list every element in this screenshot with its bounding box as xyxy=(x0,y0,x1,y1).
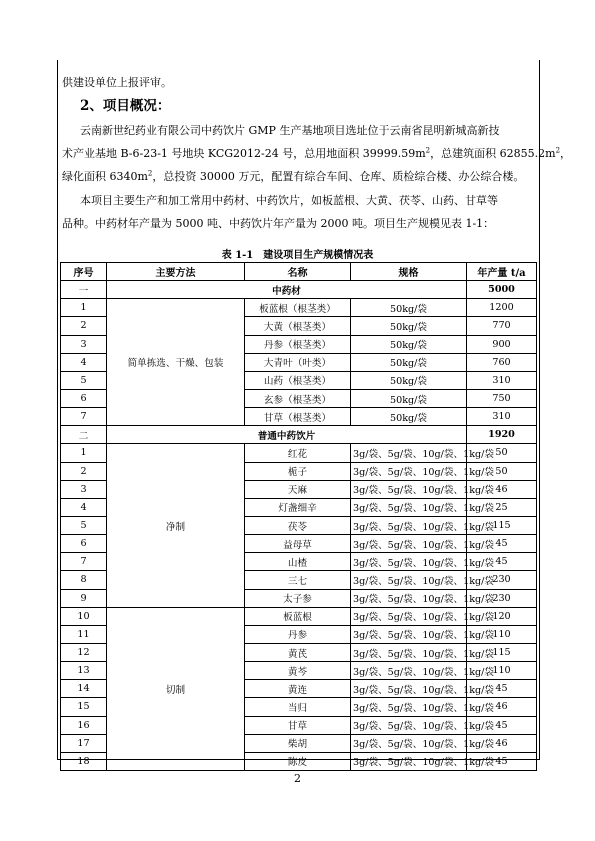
item-name: 红花 xyxy=(245,444,351,462)
item-qty: 25 xyxy=(467,498,537,516)
item-name: 大黄（根茎类） xyxy=(245,317,351,335)
row-no: 5 xyxy=(61,516,107,534)
row-no: 6 xyxy=(61,535,107,553)
para2-line2: 品种。中药材年产量为 5000 吨、中药饮片年产量为 2000 吨。项目生产规模见表 1-1： xyxy=(62,217,495,230)
item-spec: 3g/袋、5g/袋、10g/袋、1kg/袋 xyxy=(351,462,467,480)
row-no: 13 xyxy=(61,662,107,680)
item-qty: 45 xyxy=(467,752,537,770)
item-name: 黄连 xyxy=(245,680,351,698)
item-name: 天麻 xyxy=(245,480,351,498)
item-qty: 45 xyxy=(467,553,537,571)
production-scale-table xyxy=(60,262,537,771)
item-spec: 3g/袋、5g/袋、10g/袋、1kg/袋 xyxy=(351,680,467,698)
row-no: 17 xyxy=(61,734,107,752)
item-name: 丹参（根茎类） xyxy=(245,335,351,353)
item-qty: 115 xyxy=(467,643,537,661)
method-cell: 净制 xyxy=(107,444,245,607)
para1-line3: 绿化面积 $6340m^2$，总投资 30000 万元，配置有综合车间、仓库、质检综合楼、办公综合楼。 xyxy=(62,169,525,183)
item-spec: 3g/袋、5g/袋、10g/袋、1kg/袋 xyxy=(351,535,467,553)
section-row xyxy=(61,426,537,444)
item-spec: 3g/袋、5g/袋、10g/袋、1kg/袋 xyxy=(351,589,467,607)
item-name: 灯盏细辛 xyxy=(245,498,351,516)
item-spec: 50kg/袋 xyxy=(351,317,467,335)
item-qty: 50 xyxy=(467,444,537,462)
section-title: 普通中药饮片 xyxy=(107,426,467,444)
item-qty: 310 xyxy=(467,371,537,389)
row-no: 9 xyxy=(61,589,107,607)
row-no: 1 xyxy=(61,299,107,317)
item-name: 黄芪 xyxy=(245,643,351,661)
row-no: 3 xyxy=(61,335,107,353)
item-qty: 50 xyxy=(467,462,537,480)
item-spec: 50kg/袋 xyxy=(351,335,467,353)
item-spec: 3g/袋、5g/袋、10g/袋、1kg/袋 xyxy=(351,625,467,643)
row-no: 3 xyxy=(61,480,107,498)
item-qty: 120 xyxy=(467,607,537,625)
item-name: 板蓝根 xyxy=(245,607,351,625)
item-name: 甘草（根茎类） xyxy=(245,408,351,426)
table-caption: 表 1-1 建设项目生产规模情况表 xyxy=(221,250,374,261)
section-total: 1920 xyxy=(467,426,537,444)
table-row xyxy=(61,444,537,462)
item-spec: 3g/袋、5g/袋、10g/袋、1kg/袋 xyxy=(351,498,467,516)
row-no: 12 xyxy=(61,643,107,661)
item-spec: 3g/袋、5g/袋、10g/袋、1kg/袋 xyxy=(351,643,467,661)
header-qty: 年产量 t/a xyxy=(467,263,537,281)
header-name: 名称 xyxy=(245,263,351,281)
item-name: 板蓝根（根茎类） xyxy=(245,299,351,317)
item-name: 山楂 xyxy=(245,553,351,571)
item-name: 茯苓 xyxy=(245,516,351,534)
item-spec: 3g/袋、5g/袋、10g/袋、1kg/袋 xyxy=(351,516,467,534)
item-name: 太子参 xyxy=(245,589,351,607)
item-name: 丹参 xyxy=(245,625,351,643)
item-name: 陈皮 xyxy=(245,752,351,770)
para1-line2: 术产业基地 B-6-23-1 号地块 KCG2012-24 号，总用地面积 $39999.59m^2$，总建筑面积 $62855.2m^2$， xyxy=(62,146,572,160)
para2-line1: 本项目主要生产和加工常用中药材、中药饮片，如板蓝根、大黄、茯苓、山药、甘草等 xyxy=(80,194,498,207)
row-no: 5 xyxy=(61,371,107,389)
section-no: 一 xyxy=(61,281,107,299)
item-name: 甘草 xyxy=(245,716,351,734)
item-name: 柴胡 xyxy=(245,734,351,752)
item-spec: 3g/袋、5g/袋、10g/袋、1kg/袋 xyxy=(351,716,467,734)
row-no: 2 xyxy=(61,462,107,480)
item-qty: 110 xyxy=(467,662,537,680)
item-spec: 3g/袋、5g/袋、10g/袋、1kg/袋 xyxy=(351,444,467,462)
method-cell: 简单拣选、干燥、包装 xyxy=(107,299,245,426)
row-no: 2 xyxy=(61,317,107,335)
table-row xyxy=(61,607,537,625)
row-no: 7 xyxy=(61,408,107,426)
row-no: 6 xyxy=(61,389,107,407)
item-qty: 46 xyxy=(467,480,537,498)
section-heading: 2、项目概况： xyxy=(80,98,171,114)
row-no: 16 xyxy=(61,716,107,734)
item-spec: 3g/袋、5g/袋、10g/袋、1kg/袋 xyxy=(351,662,467,680)
item-spec: 3g/袋、5g/袋、10g/袋、1kg/袋 xyxy=(351,752,467,770)
header-spec: 规格 xyxy=(351,263,467,281)
table-header-row xyxy=(61,263,537,281)
row-no: 7 xyxy=(61,553,107,571)
row-no: 15 xyxy=(61,698,107,716)
item-qty: 310 xyxy=(467,408,537,426)
row-no: 11 xyxy=(61,625,107,643)
item-spec: 3g/袋、5g/袋、10g/袋、1kg/袋 xyxy=(351,571,467,589)
page-number: 2 xyxy=(294,772,301,785)
item-qty: 46 xyxy=(467,698,537,716)
header-method: 主要方法 xyxy=(107,263,245,281)
item-name: 山药（根茎类） xyxy=(245,371,351,389)
section-row xyxy=(61,281,537,299)
item-qty: 45 xyxy=(467,680,537,698)
item-spec: 50kg/袋 xyxy=(351,299,467,317)
item-qty: 770 xyxy=(467,317,537,335)
item-qty: 1200 xyxy=(467,299,537,317)
item-name: 玄参（根茎类） xyxy=(245,389,351,407)
section-no: 二 xyxy=(61,426,107,444)
item-name: 大青叶（叶类） xyxy=(245,353,351,371)
item-qty: 110 xyxy=(467,625,537,643)
item-qty: 760 xyxy=(467,353,537,371)
item-qty: 45 xyxy=(467,535,537,553)
item-spec: 50kg/袋 xyxy=(351,389,467,407)
item-spec: 50kg/袋 xyxy=(351,353,467,371)
item-qty: 900 xyxy=(467,335,537,353)
row-no: 1 xyxy=(61,444,107,462)
section-total: 5000 xyxy=(467,281,537,299)
item-spec: 3g/袋、5g/袋、10g/袋、1kg/袋 xyxy=(351,607,467,625)
para1-line1: 云南新世纪药业有限公司中药饮片 GMP 生产基地项目选址位于云南省昆明新城高新技 xyxy=(80,124,500,137)
method-cell: 切制 xyxy=(107,607,245,770)
item-spec: 50kg/袋 xyxy=(351,371,467,389)
item-qty: 46 xyxy=(467,734,537,752)
item-spec: 3g/袋、5g/袋、10g/袋、1kg/袋 xyxy=(351,480,467,498)
row-no: 14 xyxy=(61,680,107,698)
row-no: 4 xyxy=(61,353,107,371)
item-spec: 3g/袋、5g/袋、10g/袋、1kg/袋 xyxy=(351,553,467,571)
item-name: 黄芩 xyxy=(245,662,351,680)
row-no: 8 xyxy=(61,571,107,589)
item-name: 三七 xyxy=(245,571,351,589)
item-name: 栀子 xyxy=(245,462,351,480)
item-qty: 115 xyxy=(467,516,537,534)
row-no: 10 xyxy=(61,607,107,625)
item-name: 益母草 xyxy=(245,535,351,553)
item-spec: 50kg/袋 xyxy=(351,408,467,426)
intro-tail-text: 供建设单位上报评审。 xyxy=(62,76,172,89)
row-no: 18 xyxy=(61,752,107,770)
header-no: 序号 xyxy=(61,263,107,281)
item-name: 当归 xyxy=(245,698,351,716)
item-qty: 45 xyxy=(467,716,537,734)
item-spec: 3g/袋、5g/袋、10g/袋、1kg/袋 xyxy=(351,698,467,716)
item-qty: 230 xyxy=(467,589,537,607)
section-title: 中药材 xyxy=(107,281,467,299)
item-qty: 230 xyxy=(467,571,537,589)
item-qty: 750 xyxy=(467,389,537,407)
row-no: 4 xyxy=(61,498,107,516)
item-spec: 3g/袋、5g/袋、10g/袋、1kg/袋 xyxy=(351,734,467,752)
table-row xyxy=(61,299,537,317)
